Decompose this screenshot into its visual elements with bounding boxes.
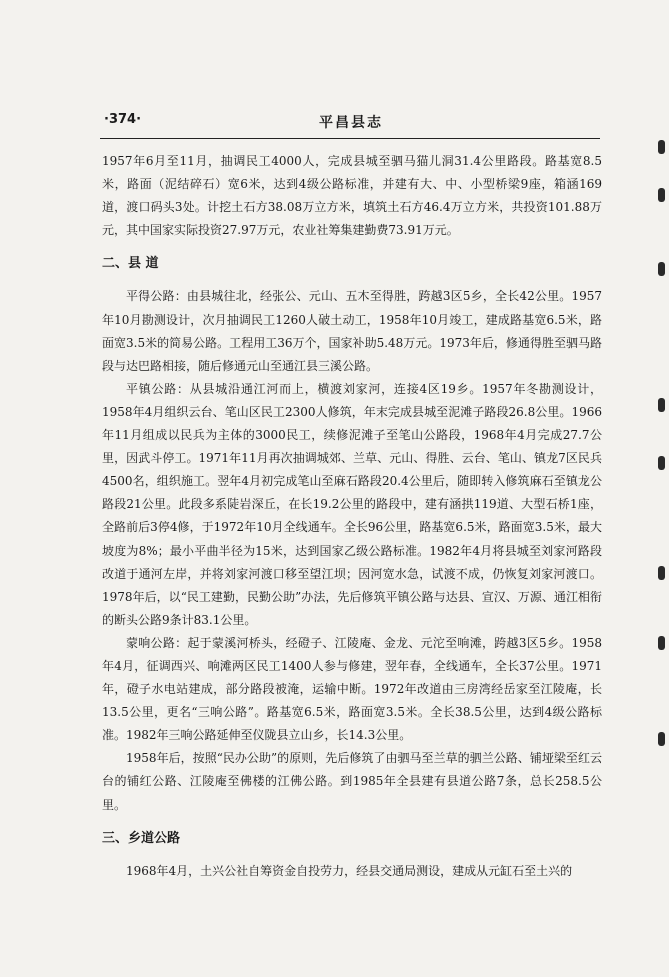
page-body [102, 150, 602, 883]
scan-mark [658, 398, 665, 412]
paragraph-minban-roads: 1958年后，按照“民办公助”的原则，先后修筑了由驷马至兰草的驷兰公路、铺垭梁至红云台的铺红公路、江陵庵至佛楼的江佛公路。到1985年全县建有县道公路7条，总长258.5公里。 [102, 751, 602, 812]
scan-mark [658, 636, 665, 650]
header-rule [100, 138, 600, 139]
scan-edge-marks [649, 0, 669, 977]
section-heading-county-roads: 二、县 道 [102, 256, 159, 272]
page-header [104, 112, 598, 134]
scan-mark [658, 566, 665, 580]
scan-mark [658, 188, 665, 202]
paragraph-pingde-road: 平得公路：由县城往北，经张公、元山、五木至得胜，跨越3区5乡，全长42公里。1957年10月勘测设计，次月抽调民工1260人破土动工，1958年10月竣工，建成路基宽6.5米，路面宽3.5米的简易公路。工程用工36万个，国家补助5.48万元。1973年后，修通得胜至驷马路段与达巴路相接，随后修通元山至通江县三溪公路。 [102, 289, 602, 373]
section-heading-township-roads: 三、乡道公路 [102, 830, 181, 846]
paragraph-mengxiang-road: 蒙响公路：起于蒙溪河桥头，经磴子、江陵庵、金龙、元沱至响滩，跨越3区5乡。1958年4月，征调西兴、响滩两区民工1400人参与修建，翌年春，全线通车，全长37公里。1971年，磴子水电站建成，部分路段被淹，运输中断。1972年改道由三房湾经岳家至江陵庵，长13.5公里，更名“三响公路”。路基宽6.5米，路面宽3.5米。全长38.5公里，达到4级公路标准。1982年三响公路延伸至仪陇县立山乡，长14.3公里。 [102, 635, 602, 743]
scan-mark [658, 140, 665, 154]
paragraph-pingzhen-road: 平镇公路：从县城沿通江河而上，横渡刘家河，连接4区19乡。1957年冬勘测设计，1958年4月组织云台、笔山区民工2300人修筑，年末完成县城至泥滩子路段26.8公里。1966年11月组成以民兵为主体的3000民工，续修泥滩子至笔山公路段，1968年4月完成27.7公里，因武斗停工。1971年11月再次抽调城郊、兰草、元山、得胜、云台、笔山、镇龙7区民兵4500名，组织施工。翌年4月初完成笔山至麻石路段20.4公里后，随即转入修筑麻石至镇龙公路段21公里。此段多系陡岩深丘，在长19.2公里的路段中，建有涵拱119道、大型石桥1座，全路前后3停4修，于1972年10月全线通车。全长96公里，路基宽6.5米，路面宽3.5米，最大坡度为8%；最小平曲半径为15米，达到国家乙级公路标准。1982年4月将县城至刘家河路段改道于通河左岸，并将刘家河渡口移至望江坝；因河宽水急，试渡不成，仍恢复刘家河渡口。1978年后，以“民工建勤，民勤公助”办法，先后修筑平镇公路与达县、宣汉、万源、通江相衔的断头公路9条计83.1公里。 [102, 381, 602, 627]
scan-mark [658, 262, 665, 276]
scan-mark [658, 732, 665, 746]
scan-mark [658, 456, 665, 470]
paragraph-township-road: 1968年4月，土兴公社自筹资金自投劳力，经县交通局测设，建成从元缸石至土兴的 [126, 863, 573, 878]
page-number: ·374· [104, 112, 142, 127]
running-title: 平昌县志 [319, 115, 383, 131]
paragraph-continued: 1957年6月至11月，抽调民工4000人，完成县城至驷马猫儿洞31.4公里路段。路基宽8.5米，路面（泥结碎石）宽6米，达到4级公路标准，并建有大、中、小型桥梁9座，箱涵169道，渡口码头3处。计挖土石方38.08万立方米，填筑土石方46.4万立方米，共投资101.88万元，其中国家实际投资27.97万元，农业社筹集建勤费73.91万元。 [102, 154, 602, 238]
